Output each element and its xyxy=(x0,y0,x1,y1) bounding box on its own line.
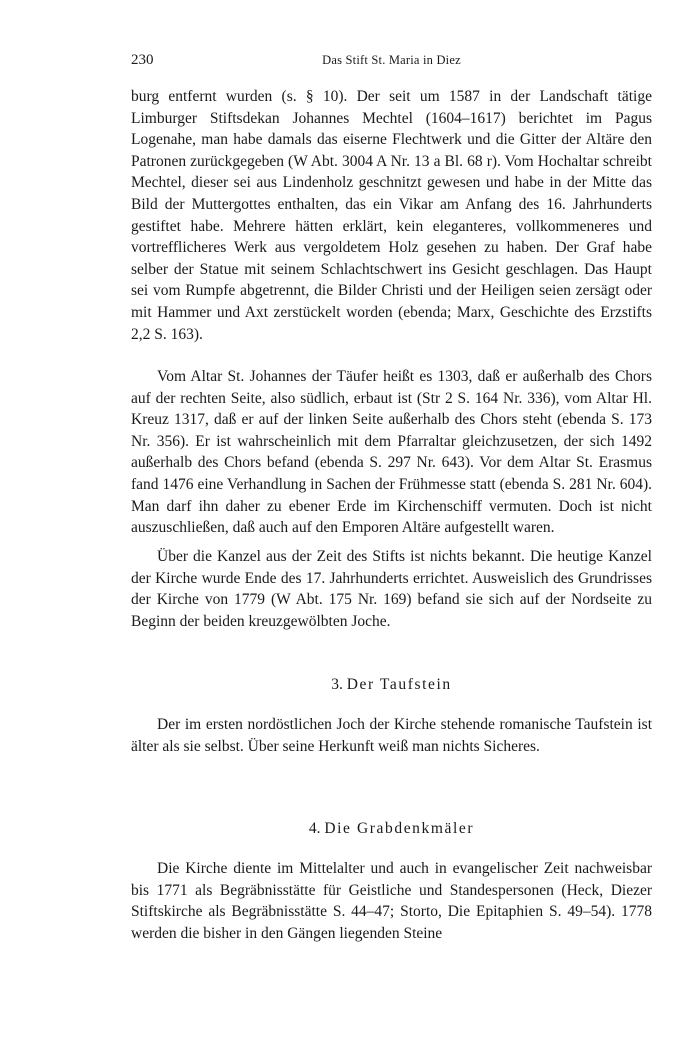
paragraph-altars: Vom Altar St. Johannes der Täufer heißt es 1303, daß er außerhalb des Chors auf der rechten Seite, also südlich, erbaut ist (Str 2 S. 164 Nr. 336), vom Altar Hl. Kreuz 1317, daß er auf der linken Seite außerhalb des Chors steht (ebenda S. 173 Nr. 356). Er ist wahrscheinlich mit dem Pfarraltar gleichzusetzen, der sich 1492 außerhalb des Chors befand (ebenda S. 297 Nr. 643). Vor dem Altar St. Erasmus fand 1476 eine Verhandlung in Sachen der Frühmesse statt (ebenda S. 281 Nr. 604). Man darf ihn daher zu ebener Erde im Kirchenschiff vermuten. Doch ist nicht auszuschließen, daß auch auf den Emporen Altäre aufgestellt waren. xyxy=(131,368,652,537)
section-number: 4. xyxy=(308,820,321,837)
section-heading-grabdenkmaeler xyxy=(131,818,652,840)
page-header xyxy=(131,52,652,72)
paragraph-burials: Die Kirche diente im Mittelalter und auch in evangelischer Zeit nachweisbar bis 1771 als Begräbnisstätte für Geistliche und Standespersonen (Heck, Diezer Stiftskirche als Begräbnisstätte S. 44–47; Storto, Die Epitaphien S. 49–54). 1778 werden die bisher in den Gängen liegenden Steine xyxy=(131,860,652,942)
section-number: 3. xyxy=(331,676,343,693)
running-title: Das Stift St. Maria in Diez xyxy=(322,53,461,67)
paragraph-mechtel-report: burg entfernt wurden (s. § 10). Der seit um 1587 in der Landschaft tätige Limburger Stiftsdekan Johannes Mechtel (1604–1617) berichtet im Pagus Logenahe, man habe damals das eiserne Flechtwerk und die Gitter der Altäre den Patronen zurückgegeben (W Abt. 3004 A Nr. 13 a Bl. 68 r). Vom Hochaltar schreibt Mechtel, dieser sei aus Lindenholz geschnitzt gewesen und habe in der Mitte das Bild der Muttergottes enthalten, das ein Vikar am Anfang des 16. Jahrhunderts gestiftet habe. Mehrere hätten erklärt, kein eleganteres, vollkommeneres und vortrefflicheres Werk aus vergoldetem Holz gesehen zu haben. Der Graf habe selber der Statue mit seinem Schlachtschwert ins Gesicht geschlagen. Das Haupt sei vom Rumpfe abgetrennt, die Bilder Christi und der Heiligen seien zersägt oder mit Hammer und Axt zerstückelt worden (ebenda; Marx, Geschichte des Erzstifts 2,2 S. 163). xyxy=(131,88,652,343)
paragraph-pulpit: Über die Kanzel aus der Zeit des Stifts ist nichts bekannt. Die heutige Kanzel der Kirche wurde Ende des 17. Jahrhunderts errichtet. Ausweislich des Grundrisses der Kirche von 1779 (W Abt. 175 Nr. 169) befand sie sich auf der Nordseite zu Beginn der beiden kreuzgewölbten Joche. xyxy=(131,548,652,630)
page-number: 230 xyxy=(131,52,154,68)
paragraph-font: Der im ersten nordöstlichen Joch der Kirche stehende romanische Taufstein ist älter als sie selbst. Über seine Herkunft weiß man nichts Sicheres. xyxy=(131,716,652,755)
section-title: Der Taufstein xyxy=(346,676,452,693)
section-heading-taufstein xyxy=(131,674,652,696)
section-title: Die Grabdenkmäler xyxy=(324,820,475,837)
